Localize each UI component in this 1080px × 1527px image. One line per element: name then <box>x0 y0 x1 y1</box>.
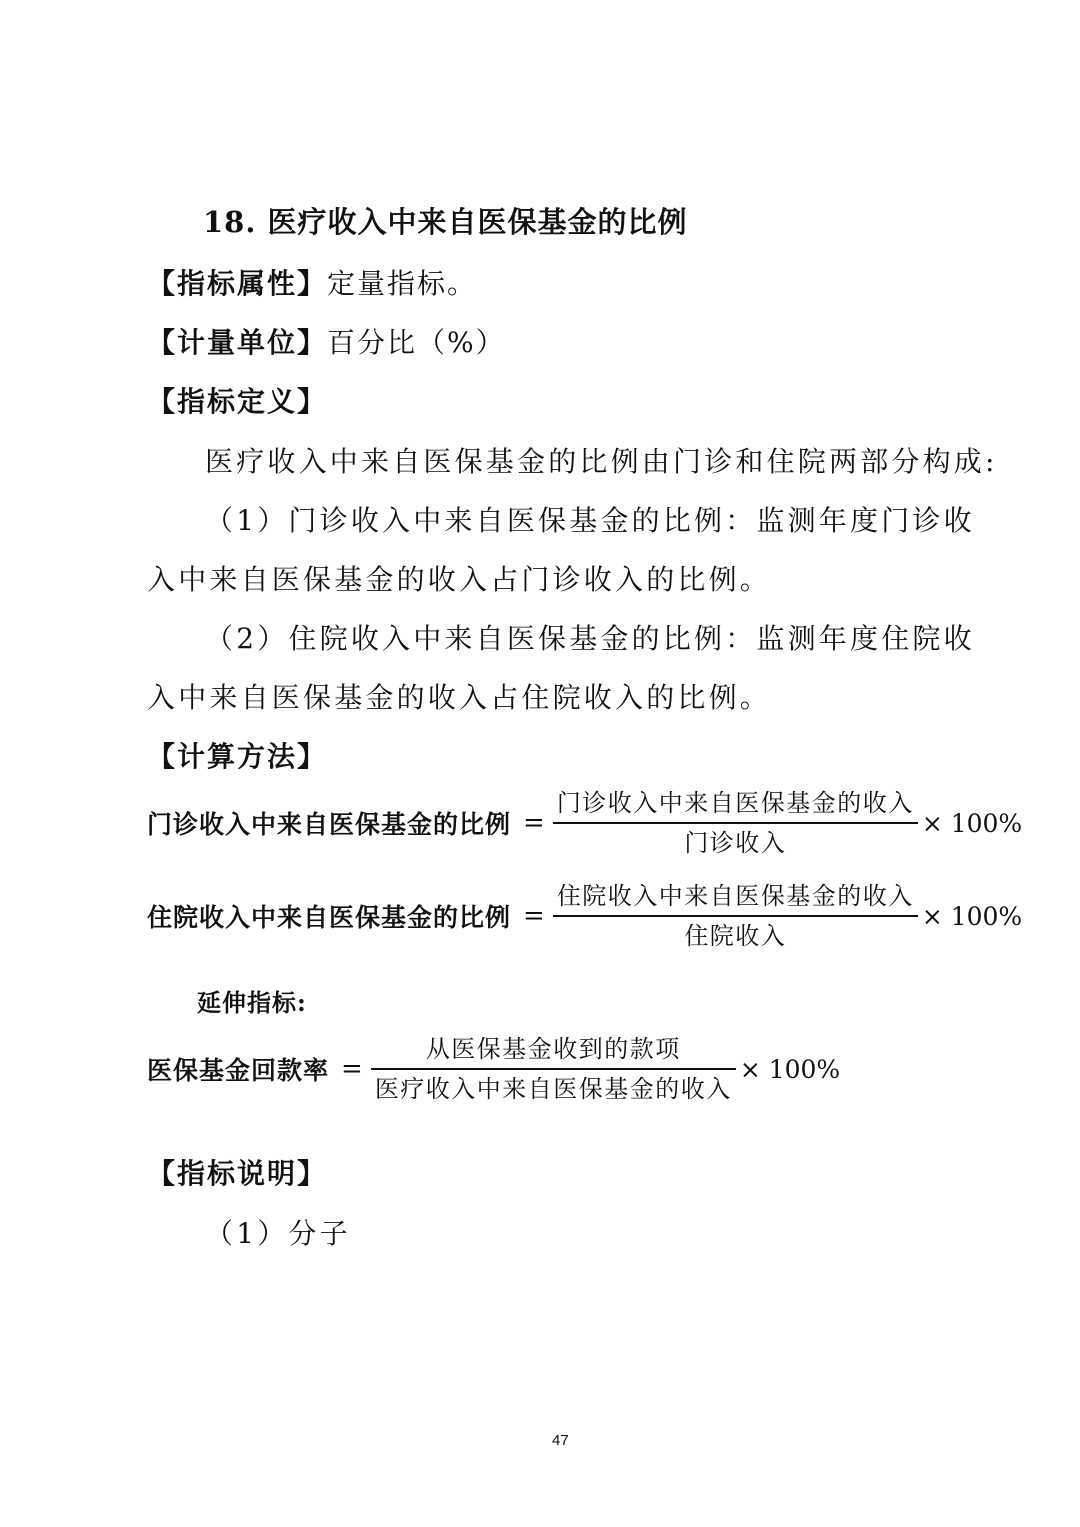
extension-label: 延伸指标: <box>197 988 307 1017</box>
formula-extension-times: × 100% <box>739 1054 841 1084</box>
formula-extension-fraction <box>371 1030 736 1108</box>
calculation-key: 【计算方法】 <box>147 740 328 773</box>
formula-inpatient-eq: = <box>523 901 545 931</box>
formula-outpatient-numerator: 门诊收入中来自医保基金的收入 <box>556 789 914 817</box>
formula-outpatient-fraction <box>553 784 918 862</box>
formula-outpatient <box>147 784 1022 862</box>
calculation-heading <box>147 735 327 775</box>
formula-outpatient-times: × 100% <box>921 808 1023 838</box>
unit-row <box>147 321 506 361</box>
unit-key: 【计量单位】 <box>147 326 328 359</box>
definition-heading <box>147 380 327 420</box>
formula-outpatient-denominator: 门诊收入 <box>684 829 787 857</box>
formula-extension-lhs: 医保基金回款率 <box>147 1056 330 1085</box>
formula-extension-numerator: 从医保基金收到的款项 <box>425 1035 681 1063</box>
attribute-row <box>147 262 477 302</box>
definition-intro: 医疗收入中来自医保基金的比例由门诊和住院两部分构成: <box>205 445 998 478</box>
formula-extension-denominator: 医疗收入中来自医保基金的收入 <box>374 1075 732 1103</box>
formula-inpatient-denominator: 住院收入 <box>684 922 787 950</box>
unit-value: 百分比（%） <box>327 326 506 359</box>
page-number: 47 <box>552 1432 569 1449</box>
attribute-value: 定量指标。 <box>327 267 478 300</box>
section-title: 18. 医疗收入中来自医保基金的比例 <box>203 205 688 239</box>
formula-inpatient <box>147 877 1022 955</box>
formula-outpatient-eq: = <box>523 808 545 838</box>
formula-inpatient-times: × 100% <box>921 901 1023 931</box>
formula-inpatient-lhs: 住院收入中来自医保基金的比例 <box>147 903 512 932</box>
definition-item2-line1: （2）住院收入中来自医保基金的比例：监测年度住院收 <box>205 622 975 655</box>
definition-key: 【指标定义】 <box>147 385 328 418</box>
explanation-heading <box>147 1152 327 1192</box>
formula-extension <box>147 1030 840 1108</box>
definition-item1-line1: （1）门诊收入中来自医保基金的比例：监测年度门诊收 <box>205 504 975 537</box>
definition-item2-line2: 入中来自医保基金的收入占住院收入的比例。 <box>147 681 772 714</box>
explanation-item1: （1）分子 <box>205 1217 351 1250</box>
definition-item1-line2: 入中来自医保基金的收入占门诊收入的比例。 <box>147 563 772 596</box>
attribute-key: 【指标属性】 <box>147 267 328 300</box>
formula-outpatient-lhs: 门诊收入中来自医保基金的比例 <box>147 810 512 839</box>
explanation-key: 【指标说明】 <box>147 1157 328 1190</box>
formula-inpatient-fraction <box>553 877 918 955</box>
formula-inpatient-numerator: 住院收入中来自医保基金的收入 <box>556 882 914 910</box>
formula-extension-eq: = <box>341 1054 363 1084</box>
